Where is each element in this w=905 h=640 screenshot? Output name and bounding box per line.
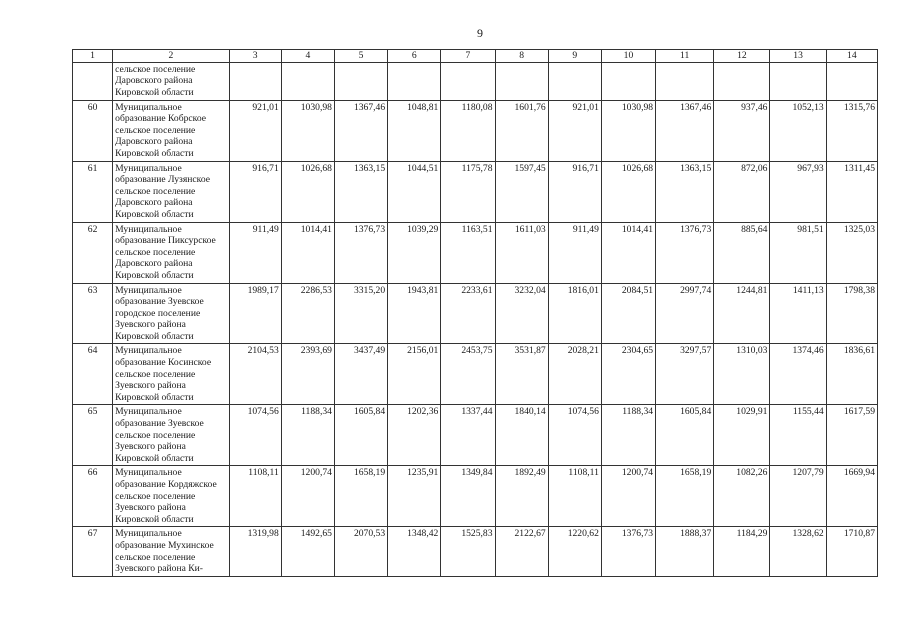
value-cell: 1367,46: [656, 100, 714, 161]
table-cell: [334, 62, 387, 100]
column-header: 11: [656, 50, 714, 63]
value-cell: 2233,61: [441, 283, 495, 344]
column-header: 13: [770, 50, 826, 63]
row-number-cell: 61: [73, 161, 113, 222]
table-cell: [548, 62, 601, 100]
value-cell: 3297,57: [656, 344, 714, 405]
value-cell: 1376,73: [601, 527, 655, 576]
table-row: [73, 222, 878, 283]
value-cell: 2122,67: [495, 527, 548, 576]
value-cell: 1525,83: [441, 527, 495, 576]
value-cell: 3437,49: [334, 344, 387, 405]
value-cell: 1816,01: [548, 283, 601, 344]
table-cell: [441, 62, 495, 100]
table-cell: [388, 62, 441, 100]
entity-name-cell: Муниципальное образование Зуевское городское поселение Зуевского района Кировской области: [113, 283, 229, 344]
value-cell: 1349,84: [441, 466, 495, 527]
value-cell: 937,46: [714, 100, 770, 161]
value-cell: 1605,84: [334, 405, 387, 466]
value-cell: 1363,15: [334, 161, 387, 222]
value-cell: 1184,29: [714, 527, 770, 576]
column-header: 12: [714, 50, 770, 63]
header-row: [73, 50, 878, 63]
table-cell: [826, 62, 877, 100]
row-number-cell: 65: [73, 405, 113, 466]
value-cell: 921,01: [229, 100, 281, 161]
entity-name-cell: Муниципальное образование Мухинское сельское поселение Зуевского района Ки-: [113, 527, 229, 576]
continuation-row: [73, 62, 878, 100]
value-cell: 1039,29: [388, 222, 441, 283]
value-cell: 1030,98: [281, 100, 334, 161]
value-cell: 2070,53: [334, 527, 387, 576]
value-cell: 1082,26: [714, 466, 770, 527]
column-header: 2: [113, 50, 229, 63]
table-cell: [495, 62, 548, 100]
value-cell: 1202,36: [388, 405, 441, 466]
value-cell: 1989,17: [229, 283, 281, 344]
value-cell: 1163,51: [441, 222, 495, 283]
value-cell: 2393,69: [281, 344, 334, 405]
value-cell: 872,06: [714, 161, 770, 222]
table-row: [73, 344, 878, 405]
entity-name-cell: сельское поселение Даровского района Кировской области: [113, 62, 229, 100]
value-cell: 2084,51: [601, 283, 655, 344]
value-cell: 885,64: [714, 222, 770, 283]
value-cell: 1220,62: [548, 527, 601, 576]
table-body: [73, 62, 878, 576]
column-header: 1: [73, 50, 113, 63]
table-cell: [281, 62, 334, 100]
value-cell: 1710,87: [826, 527, 877, 576]
table-row: [73, 161, 878, 222]
value-cell: 2104,53: [229, 344, 281, 405]
value-cell: 1311,45: [826, 161, 877, 222]
value-cell: 2304,65: [601, 344, 655, 405]
page-number: 9: [477, 26, 483, 40]
value-cell: 911,49: [548, 222, 601, 283]
data-table: [72, 49, 878, 577]
table-cell: [714, 62, 770, 100]
value-cell: 1207,79: [770, 466, 826, 527]
value-cell: 1052,13: [770, 100, 826, 161]
value-cell: 1492,65: [281, 527, 334, 576]
value-cell: 1597,45: [495, 161, 548, 222]
table-cell: [601, 62, 655, 100]
row-number-cell: 66: [73, 466, 113, 527]
value-cell: 3315,20: [334, 283, 387, 344]
column-header: 10: [601, 50, 655, 63]
table-row: [73, 527, 878, 576]
table-cell: [73, 62, 113, 100]
entity-name-cell: Муниципальное образование Зуевское сельское поселение Зуевского района Кировской области: [113, 405, 229, 466]
value-cell: 911,49: [229, 222, 281, 283]
column-header: 3: [229, 50, 281, 63]
value-cell: 1888,37: [656, 527, 714, 576]
value-cell: 1836,61: [826, 344, 877, 405]
value-cell: 1376,73: [656, 222, 714, 283]
value-cell: 1367,46: [334, 100, 387, 161]
value-cell: 916,71: [548, 161, 601, 222]
value-cell: 1030,98: [601, 100, 655, 161]
value-cell: 1200,74: [601, 466, 655, 527]
value-cell: 3531,87: [495, 344, 548, 405]
value-cell: 1840,14: [495, 405, 548, 466]
value-cell: 2028,21: [548, 344, 601, 405]
value-cell: 1611,03: [495, 222, 548, 283]
table-cell: [656, 62, 714, 100]
value-cell: 1319,98: [229, 527, 281, 576]
column-header: 5: [334, 50, 387, 63]
value-cell: 1348,42: [388, 527, 441, 576]
value-cell: 1617,59: [826, 405, 877, 466]
column-header: 9: [548, 50, 601, 63]
value-cell: 1048,81: [388, 100, 441, 161]
value-cell: 1601,76: [495, 100, 548, 161]
value-cell: 1044,51: [388, 161, 441, 222]
value-cell: 1074,56: [229, 405, 281, 466]
value-cell: 3232,04: [495, 283, 548, 344]
value-cell: 1658,19: [656, 466, 714, 527]
value-cell: 1374,46: [770, 344, 826, 405]
value-cell: 1411,13: [770, 283, 826, 344]
value-cell: 2286,53: [281, 283, 334, 344]
value-cell: 1310,03: [714, 344, 770, 405]
value-cell: 1892,49: [495, 466, 548, 527]
value-cell: 1943,81: [388, 283, 441, 344]
value-cell: 1108,11: [229, 466, 281, 527]
entity-name-cell: Муниципальное образование Косинское сельское поселение Зуевского района Кировской области: [113, 344, 229, 405]
table-cell: [770, 62, 826, 100]
value-cell: 1669,94: [826, 466, 877, 527]
entity-name-cell: Муниципальное образование Пиксурское сельское поселение Даровского района Кировской области: [113, 222, 229, 283]
value-cell: 1200,74: [281, 466, 334, 527]
value-cell: 1376,73: [334, 222, 387, 283]
value-cell: 1363,15: [656, 161, 714, 222]
value-cell: 981,51: [770, 222, 826, 283]
value-cell: 1074,56: [548, 405, 601, 466]
value-cell: 1014,41: [601, 222, 655, 283]
table-row: [73, 405, 878, 466]
column-header: 14: [826, 50, 877, 63]
table-row: [73, 283, 878, 344]
value-cell: 1798,38: [826, 283, 877, 344]
row-number-cell: 62: [73, 222, 113, 283]
value-cell: 1188,34: [601, 405, 655, 466]
value-cell: 1175,78: [441, 161, 495, 222]
value-cell: 2156,01: [388, 344, 441, 405]
value-cell: 916,71: [229, 161, 281, 222]
value-cell: 1188,34: [281, 405, 334, 466]
row-number-cell: 67: [73, 527, 113, 576]
value-cell: 1108,11: [548, 466, 601, 527]
column-header: 8: [495, 50, 548, 63]
value-cell: 1180,08: [441, 100, 495, 161]
table-row: [73, 100, 878, 161]
value-cell: 1658,19: [334, 466, 387, 527]
value-cell: 1328,62: [770, 527, 826, 576]
value-cell: 1337,44: [441, 405, 495, 466]
value-cell: 921,01: [548, 100, 601, 161]
value-cell: 967,93: [770, 161, 826, 222]
row-number-cell: 64: [73, 344, 113, 405]
value-cell: 1235,91: [388, 466, 441, 527]
table-row: [73, 466, 878, 527]
value-cell: 1014,41: [281, 222, 334, 283]
value-cell: 1325,03: [826, 222, 877, 283]
entity-name-cell: Муниципальное образование Кобрское сельское поселение Даровского района Кировской области: [113, 100, 229, 161]
value-cell: 1029,91: [714, 405, 770, 466]
entity-name-cell: Муниципальное образование Кордяжское сельское поселение Зуевского района Кировской области: [113, 466, 229, 527]
value-cell: 1605,84: [656, 405, 714, 466]
column-header: 4: [281, 50, 334, 63]
value-cell: 1026,68: [281, 161, 334, 222]
value-cell: 2997,74: [656, 283, 714, 344]
value-cell: 1026,68: [601, 161, 655, 222]
column-header: 6: [388, 50, 441, 63]
value-cell: 1155,44: [770, 405, 826, 466]
table-cell: [229, 62, 281, 100]
row-number-cell: 63: [73, 283, 113, 344]
entity-name-cell: Муниципальное образование Лузянское сельское поселение Даровского района Кировской области: [113, 161, 229, 222]
row-number-cell: 60: [73, 100, 113, 161]
value-cell: 2453,75: [441, 344, 495, 405]
value-cell: 1315,76: [826, 100, 877, 161]
column-header: 7: [441, 50, 495, 63]
value-cell: 1244,81: [714, 283, 770, 344]
